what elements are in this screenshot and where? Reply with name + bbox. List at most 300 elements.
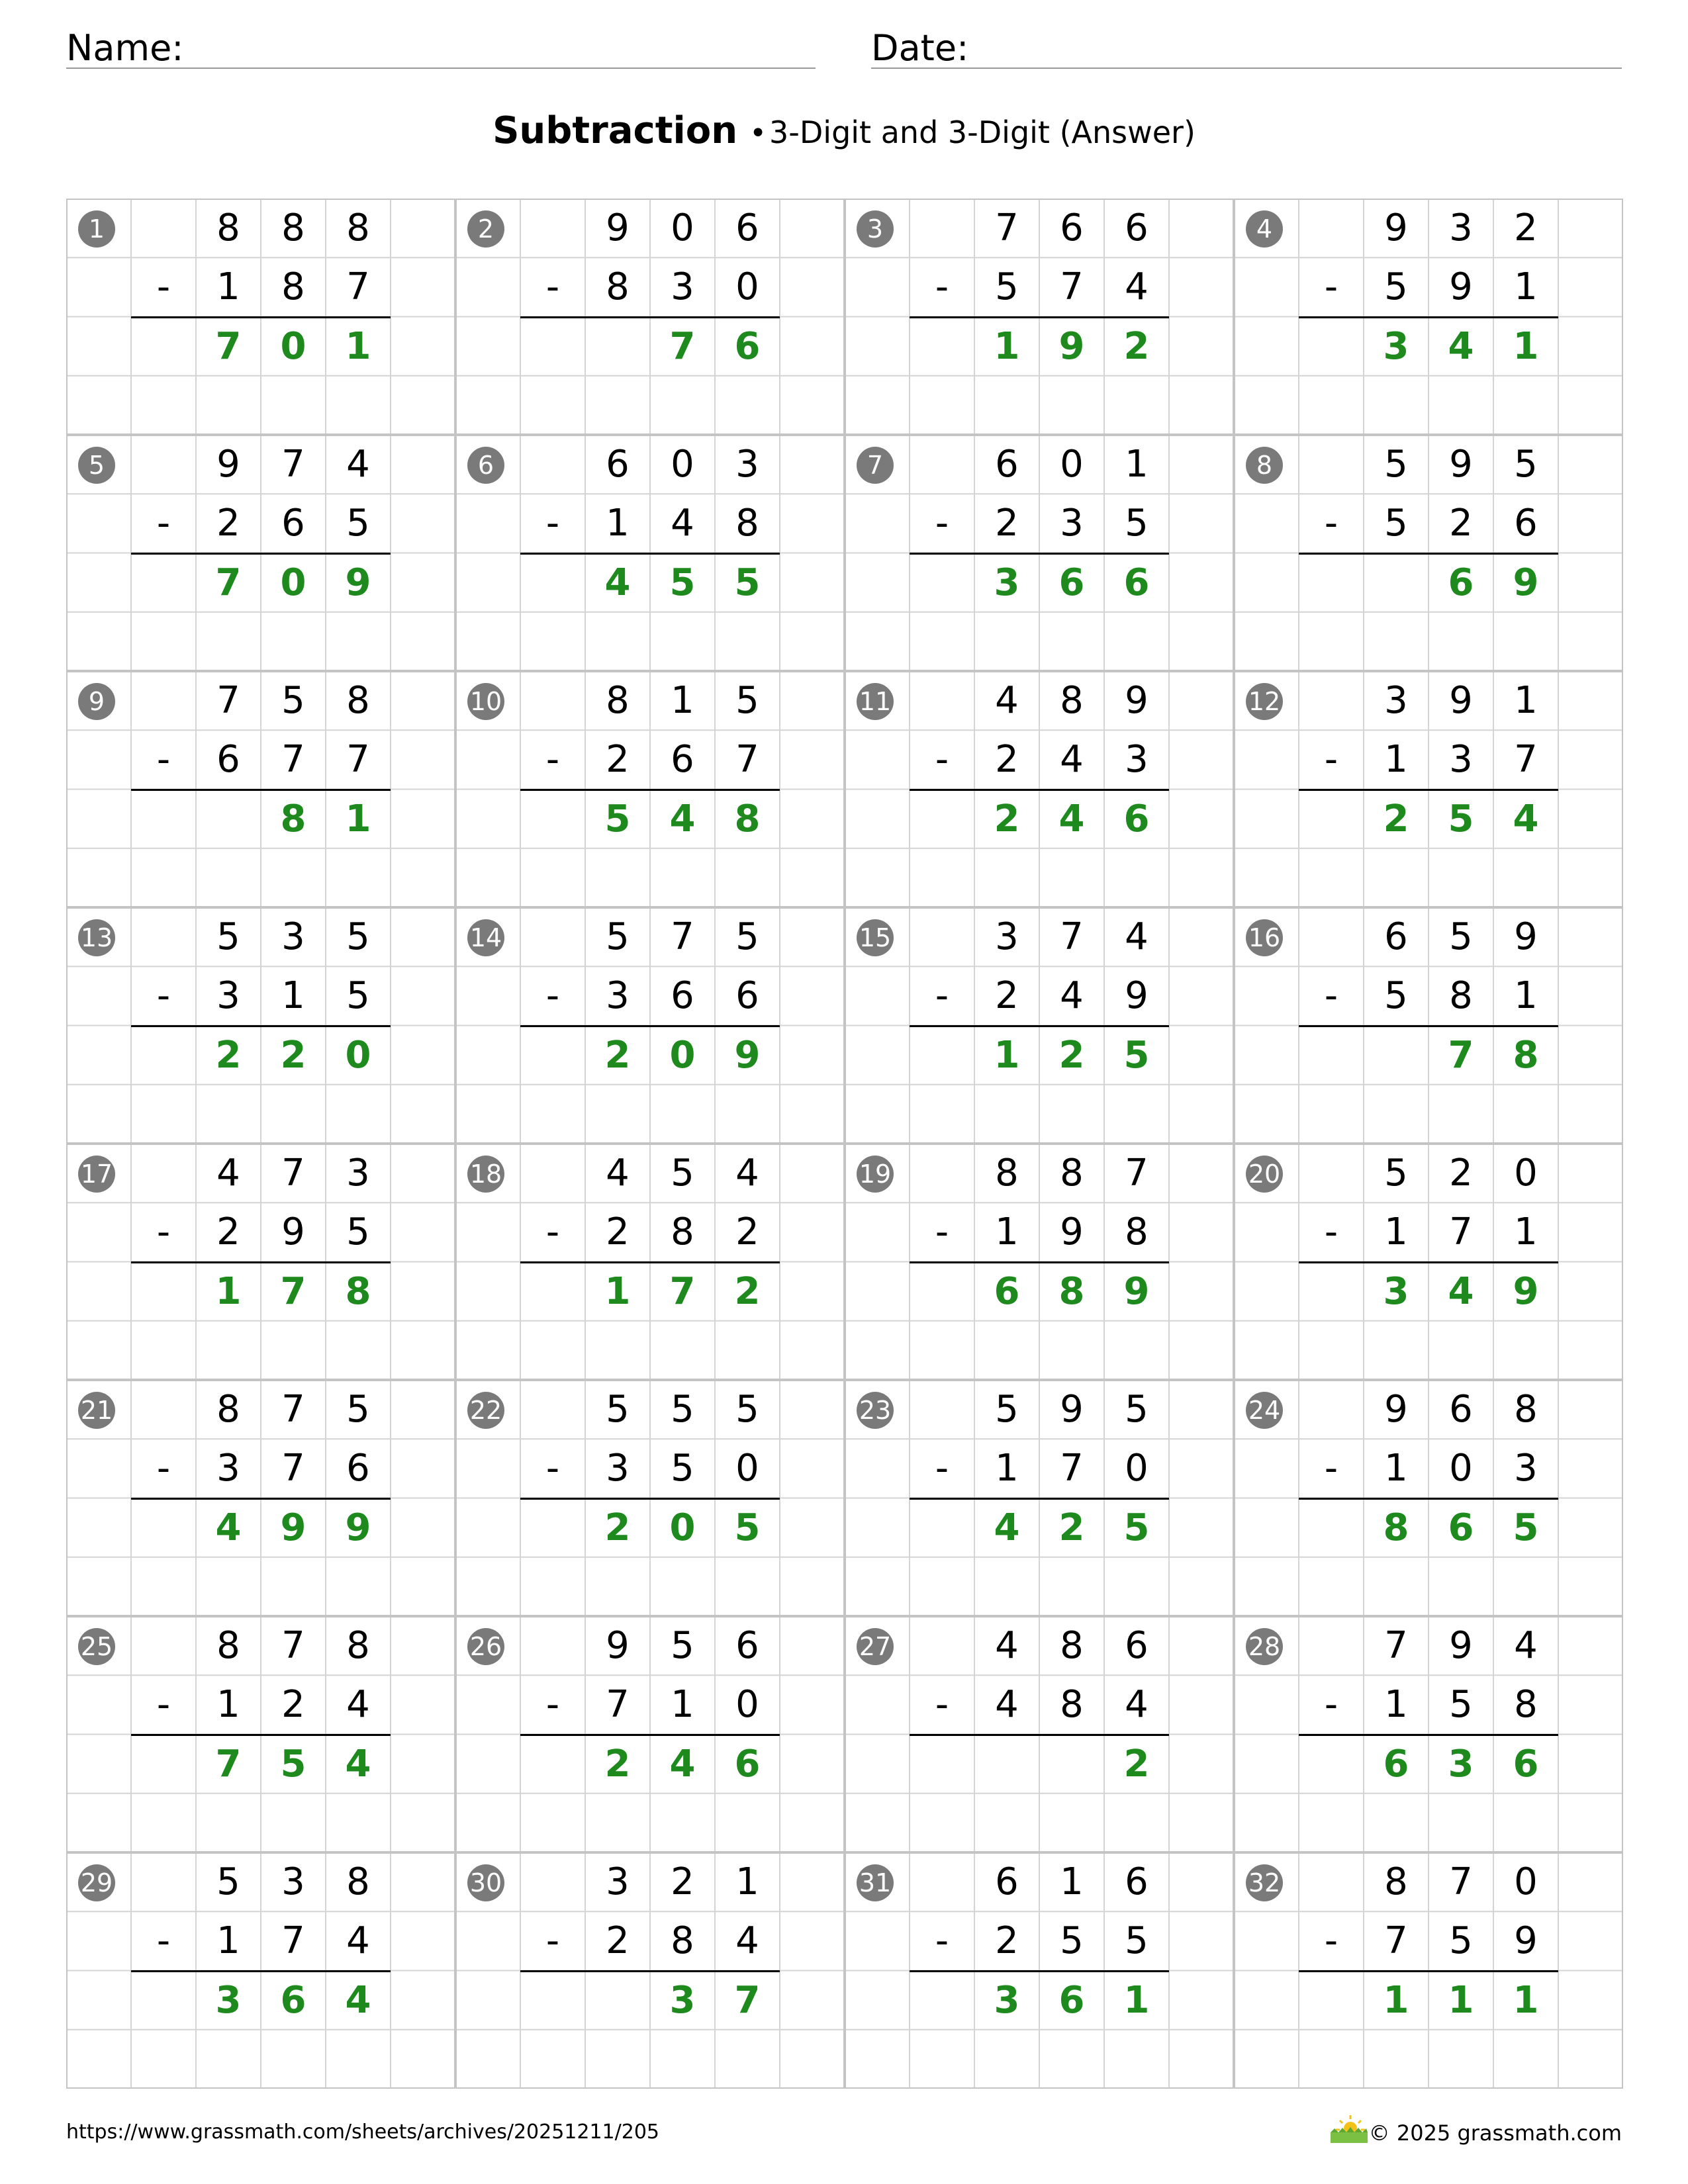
minus-sign: - xyxy=(545,1447,560,1490)
minuend-digit: 5 xyxy=(346,1388,370,1431)
subtrahend-digit: 5 xyxy=(346,502,370,545)
answer-digit: 6 xyxy=(1058,1978,1085,2022)
answer-digit: 9 xyxy=(1123,1269,1150,1313)
minuend-digit: 5 xyxy=(281,679,305,722)
answer-digit: 7 xyxy=(280,1269,306,1313)
subtrahend-digit: 1 xyxy=(1514,265,1538,309)
subtrahend-digit: 1 xyxy=(995,1447,1019,1490)
minuend-digit: 1 xyxy=(735,1860,759,1903)
minus-sign: - xyxy=(156,1210,171,1254)
minuend-digit: 5 xyxy=(1125,1388,1149,1431)
problem-number-badge: 31 xyxy=(857,1864,894,1901)
subtrahend-digit: 9 xyxy=(1449,265,1473,309)
problem xyxy=(1234,199,1623,435)
problem-number-badge: 11 xyxy=(857,683,894,720)
problem xyxy=(1234,907,1623,1144)
minuend-digit: 9 xyxy=(1060,1388,1084,1431)
name-label: Name: xyxy=(66,27,184,69)
problem-number-badge: 23 xyxy=(857,1392,894,1429)
subtrahend-digit: 5 xyxy=(1449,1919,1473,1963)
minus-sign: - xyxy=(545,738,560,782)
minuend-digit: 8 xyxy=(281,206,305,250)
subtrahend-digit: 9 xyxy=(1125,974,1149,1018)
minus-sign: - xyxy=(545,1210,560,1254)
name-field[interactable] xyxy=(66,20,816,69)
minuend-digit: 8 xyxy=(1060,1624,1084,1667)
subtrahend-digit: 4 xyxy=(735,1919,759,1963)
answer-digit: 2 xyxy=(604,1033,631,1077)
minus-sign: - xyxy=(1324,974,1338,1018)
subtrahend-digit: 0 xyxy=(735,265,759,309)
minuend-digit: 3 xyxy=(1449,206,1473,250)
answer-digit: 7 xyxy=(1448,1033,1474,1077)
answer-digit: 6 xyxy=(1513,1742,1539,1786)
minuend-digit: 6 xyxy=(1060,206,1084,250)
answer-digit: 3 xyxy=(1448,1742,1474,1786)
answer-digit: 0 xyxy=(669,1033,696,1077)
answer-rule xyxy=(131,1970,391,1972)
minuend-digit: 7 xyxy=(995,206,1019,250)
subtrahend-digit: 6 xyxy=(1514,502,1538,545)
subtrahend-digit: 1 xyxy=(1514,1210,1538,1254)
answer-digit: 5 xyxy=(280,1742,306,1786)
answer-digit: 3 xyxy=(1383,1269,1409,1313)
answer-digit: 3 xyxy=(669,1978,696,2022)
subtrahend-digit: 7 xyxy=(606,1683,630,1727)
answer-digit: 4 xyxy=(345,1978,371,2022)
problem-number-badge: 14 xyxy=(467,919,504,956)
minuend-digit: 6 xyxy=(1125,206,1149,250)
problem-number-badge: 21 xyxy=(78,1392,115,1429)
minuend-digit: 5 xyxy=(735,915,759,958)
answer-rule xyxy=(520,789,780,791)
answer-digit: 4 xyxy=(215,1506,242,1549)
subtrahend-digit: 8 xyxy=(1449,974,1473,1018)
problem xyxy=(845,1380,1234,1616)
minus-sign: - xyxy=(935,502,949,545)
minus-sign: - xyxy=(1324,1210,1338,1254)
subtrahend-digit: 7 xyxy=(1060,1447,1084,1490)
date-label: Date: xyxy=(871,27,969,69)
title-subtitle: 3-Digit and 3-Digit (Answer) xyxy=(769,114,1196,150)
minuend-digit: 7 xyxy=(281,1152,305,1195)
answer-rule xyxy=(910,1498,1169,1500)
answer-digit: 1 xyxy=(215,1269,242,1313)
subtrahend-digit: 4 xyxy=(995,1683,1019,1727)
title-separator: • xyxy=(749,116,767,150)
problem-number-badge: 13 xyxy=(78,919,115,956)
answer-digit: 2 xyxy=(280,1033,306,1077)
grass-sun-logo-icon xyxy=(1328,2113,1370,2144)
subtrahend-digit: 4 xyxy=(1125,1683,1149,1727)
answer-digit: 1 xyxy=(345,324,371,368)
minuend-digit: 2 xyxy=(1514,206,1538,250)
problem-number-badge: 6 xyxy=(467,447,504,484)
minuend-digit: 8 xyxy=(346,679,370,722)
subtrahend-digit: 6 xyxy=(671,974,694,1018)
problem-number-badge: 25 xyxy=(78,1628,115,1665)
minus-sign: - xyxy=(156,738,171,782)
answer-digit: 4 xyxy=(669,1742,696,1786)
subtrahend-digit: 4 xyxy=(346,1919,370,1963)
problem xyxy=(455,435,845,671)
answer-digit: 1 xyxy=(1513,1978,1539,2022)
problem-number-badge: 8 xyxy=(1246,447,1283,484)
minuend-digit: 9 xyxy=(1384,1388,1408,1431)
minuend-digit: 1 xyxy=(1060,1860,1084,1903)
subtrahend-digit: 2 xyxy=(735,1210,759,1254)
answer-digit: 0 xyxy=(280,324,306,368)
minus-sign: - xyxy=(156,502,171,545)
answer-digit: 6 xyxy=(734,324,761,368)
subtrahend-digit: 8 xyxy=(1514,1683,1538,1727)
problem xyxy=(455,199,845,435)
minuend-digit: 6 xyxy=(995,443,1019,486)
answer-digit: 7 xyxy=(734,1978,761,2022)
answer-rule xyxy=(1299,553,1558,555)
answer-rule xyxy=(1299,1970,1558,1972)
minus-sign: - xyxy=(1324,1683,1338,1727)
subtrahend-digit: 1 xyxy=(216,1683,240,1727)
answer-rule xyxy=(131,789,391,791)
problem-number-badge: 29 xyxy=(78,1864,115,1901)
subtrahend-digit: 7 xyxy=(1449,1210,1473,1254)
answer-digit: 3 xyxy=(994,561,1020,604)
minuend-digit: 5 xyxy=(735,679,759,722)
minuend-digit: 5 xyxy=(606,915,630,958)
answer-rule xyxy=(1299,316,1558,318)
minuend-digit: 0 xyxy=(1514,1152,1538,1195)
minuend-digit: 6 xyxy=(1125,1860,1149,1903)
minus-sign: - xyxy=(545,502,560,545)
worksheet-title xyxy=(0,109,1688,152)
date-field[interactable] xyxy=(871,20,1622,69)
problem xyxy=(66,1616,455,1852)
answer-digit: 9 xyxy=(734,1033,761,1077)
problem xyxy=(845,671,1234,907)
minus-sign: - xyxy=(935,1447,949,1490)
problem xyxy=(66,671,455,907)
subtrahend-digit: 3 xyxy=(606,974,630,1018)
subtrahend-digit: 7 xyxy=(735,738,759,782)
subtrahend-digit: 4 xyxy=(671,502,694,545)
answer-digit: 4 xyxy=(345,1742,371,1786)
answer-rule xyxy=(910,1261,1169,1263)
answer-digit: 6 xyxy=(1123,561,1150,604)
minuend-digit: 2 xyxy=(1449,1152,1473,1195)
subtrahend-digit: 2 xyxy=(606,738,630,782)
minuend-digit: 9 xyxy=(1449,443,1473,486)
minuend-digit: 5 xyxy=(995,1388,1019,1431)
subtrahend-digit: 5 xyxy=(1060,1919,1084,1963)
answer-digit: 2 xyxy=(1123,1742,1150,1786)
minuend-digit: 1 xyxy=(671,679,694,722)
problem xyxy=(1234,1616,1623,1852)
subtrahend-digit: 2 xyxy=(606,1919,630,1963)
answer-rule xyxy=(131,1261,391,1263)
problem xyxy=(455,1380,845,1616)
minuend-digit: 7 xyxy=(671,915,694,958)
answer-digit: 5 xyxy=(1123,1506,1150,1549)
minuend-digit: 8 xyxy=(346,1624,370,1667)
problem xyxy=(845,1144,1234,1380)
problem xyxy=(1234,1852,1623,2089)
problem xyxy=(66,1144,455,1380)
subtrahend-digit: 2 xyxy=(995,502,1019,545)
answer-digit: 5 xyxy=(734,561,761,604)
answer-rule xyxy=(520,1970,780,1972)
problem xyxy=(455,1616,845,1852)
answer-digit: 9 xyxy=(1058,324,1085,368)
problem xyxy=(1234,1380,1623,1616)
minuend-digit: 7 xyxy=(281,1624,305,1667)
answer-digit: 1 xyxy=(994,1033,1020,1077)
subtrahend-digit: 7 xyxy=(1060,265,1084,309)
subtrahend-digit: 5 xyxy=(346,974,370,1018)
minuend-digit: 6 xyxy=(995,1860,1019,1903)
problem xyxy=(845,907,1234,1144)
problem xyxy=(66,907,455,1144)
minuend-digit: 3 xyxy=(735,443,759,486)
problem-number-badge: 5 xyxy=(78,447,115,484)
minuend-digit: 0 xyxy=(671,206,694,250)
minuend-digit: 7 xyxy=(281,1388,305,1431)
problem-number-badge: 18 xyxy=(467,1156,504,1193)
minus-sign: - xyxy=(935,738,949,782)
minuend-digit: 9 xyxy=(606,206,630,250)
subtrahend-digit: 1 xyxy=(1384,1447,1408,1490)
subtrahend-digit: 1 xyxy=(671,1683,694,1727)
subtrahend-digit: 2 xyxy=(216,502,240,545)
subtrahend-digit: 3 xyxy=(216,1447,240,1490)
problem xyxy=(845,199,1234,435)
minus-sign: - xyxy=(545,1919,560,1963)
answer-digit: 1 xyxy=(994,324,1020,368)
subtrahend-digit: 9 xyxy=(281,1210,305,1254)
problem xyxy=(455,1852,845,2089)
title-main: Subtraction xyxy=(492,109,738,152)
minuend-digit: 5 xyxy=(606,1388,630,1431)
answer-digit: 0 xyxy=(280,561,306,604)
minuend-digit: 1 xyxy=(1514,679,1538,722)
subtrahend-digit: 7 xyxy=(281,1919,305,1963)
subtrahend-digit: 5 xyxy=(671,1447,694,1490)
problem-number-badge: 27 xyxy=(857,1628,894,1665)
minuend-digit: 5 xyxy=(1514,443,1538,486)
subtrahend-digit: 7 xyxy=(346,265,370,309)
subtrahend-digit: 2 xyxy=(995,1919,1019,1963)
answer-digit: 6 xyxy=(1123,797,1150,841)
subtrahend-digit: 3 xyxy=(216,974,240,1018)
minus-sign: - xyxy=(935,265,949,309)
answer-digit: 3 xyxy=(1383,324,1409,368)
problem xyxy=(845,1852,1234,2089)
problem-number-badge: 15 xyxy=(857,919,894,956)
problem xyxy=(845,435,1234,671)
minuend-digit: 3 xyxy=(281,915,305,958)
problem-number-badge: 30 xyxy=(467,1864,504,1901)
problem-number-badge: 17 xyxy=(78,1156,115,1193)
problem xyxy=(455,1144,845,1380)
subtrahend-digit: 1 xyxy=(281,974,305,1018)
minuend-digit: 9 xyxy=(606,1624,630,1667)
problem xyxy=(455,671,845,907)
minuend-digit: 6 xyxy=(1384,915,1408,958)
minuend-digit: 6 xyxy=(735,206,759,250)
subtrahend-digit: 0 xyxy=(1449,1447,1473,1490)
minuend-digit: 9 xyxy=(1125,679,1149,722)
subtrahend-digit: 0 xyxy=(735,1447,759,1490)
answer-digit: 0 xyxy=(345,1033,371,1077)
answer-digit: 9 xyxy=(280,1506,306,1549)
answer-digit: 7 xyxy=(215,324,242,368)
answer-rule xyxy=(131,1734,391,1736)
subtrahend-digit: 5 xyxy=(1384,974,1408,1018)
subtrahend-digit: 7 xyxy=(1514,738,1538,782)
minuend-digit: 7 xyxy=(281,443,305,486)
subtrahend-digit: 0 xyxy=(1125,1447,1149,1490)
subtrahend-digit: 3 xyxy=(1060,502,1084,545)
problem xyxy=(1234,671,1623,907)
minuend-digit: 5 xyxy=(671,1388,694,1431)
subtrahend-digit: 2 xyxy=(281,1683,305,1727)
answer-digit: 4 xyxy=(1513,797,1539,841)
answer-digit: 8 xyxy=(345,1269,371,1313)
subtrahend-digit: 8 xyxy=(671,1210,694,1254)
minuend-digit: 4 xyxy=(995,679,1019,722)
answer-digit: 2 xyxy=(994,797,1020,841)
answer-rule xyxy=(131,553,391,555)
minuend-digit: 7 xyxy=(1125,1152,1149,1195)
answer-rule xyxy=(131,316,391,318)
subtrahend-digit: 4 xyxy=(1125,265,1149,309)
subtrahend-digit: 4 xyxy=(346,1683,370,1727)
answer-digit: 6 xyxy=(1058,561,1085,604)
minus-sign: - xyxy=(156,1919,171,1963)
minuend-digit: 0 xyxy=(1060,443,1084,486)
answer-digit: 8 xyxy=(1513,1033,1539,1077)
answer-digit: 8 xyxy=(1058,1269,1085,1313)
problem xyxy=(1234,435,1623,671)
answer-digit: 2 xyxy=(1058,1033,1085,1077)
problem xyxy=(845,1616,1234,1852)
minuend-digit: 9 xyxy=(1449,679,1473,722)
subtrahend-digit: 3 xyxy=(1125,738,1149,782)
minuend-digit: 3 xyxy=(995,915,1019,958)
minus-sign: - xyxy=(1324,502,1338,545)
problem-number-badge: 7 xyxy=(857,447,894,484)
answer-rule xyxy=(1299,1025,1558,1027)
subtrahend-digit: 9 xyxy=(1060,1210,1084,1254)
minuend-digit: 3 xyxy=(606,1860,630,1903)
problem-number-badge: 28 xyxy=(1246,1628,1283,1665)
minuend-digit: 0 xyxy=(1514,1860,1538,1903)
minuend-digit: 3 xyxy=(281,1860,305,1903)
answer-rule xyxy=(520,1498,780,1500)
answer-rule xyxy=(910,1970,1169,1972)
subtrahend-digit: 3 xyxy=(606,1447,630,1490)
answer-digit: 2 xyxy=(604,1506,631,1549)
minuend-digit: 7 xyxy=(216,679,240,722)
minuend-digit: 5 xyxy=(671,1624,694,1667)
minuend-digit: 7 xyxy=(1060,915,1084,958)
subtrahend-digit: 5 xyxy=(995,265,1019,309)
problem-number-badge: 22 xyxy=(467,1392,504,1429)
subtrahend-digit: 5 xyxy=(346,1210,370,1254)
minus-sign: - xyxy=(156,974,171,1018)
minuend-digit: 0 xyxy=(671,443,694,486)
minuend-digit: 4 xyxy=(1514,1624,1538,1667)
answer-rule xyxy=(910,1025,1169,1027)
problem-number-badge: 19 xyxy=(857,1156,894,1193)
answer-digit: 1 xyxy=(345,797,371,841)
minus-sign: - xyxy=(1324,1919,1338,1963)
answer-digit: 2 xyxy=(215,1033,242,1077)
answer-digit: 8 xyxy=(734,797,761,841)
subtrahend-digit: 1 xyxy=(995,1210,1019,1254)
minus-sign: - xyxy=(545,974,560,1018)
minuend-digit: 5 xyxy=(216,1860,240,1903)
subtrahend-digit: 6 xyxy=(281,502,305,545)
minuend-digit: 6 xyxy=(1449,1388,1473,1431)
minuend-digit: 8 xyxy=(1514,1388,1538,1431)
subtrahend-digit: 2 xyxy=(995,738,1019,782)
answer-digit: 9 xyxy=(1513,561,1539,604)
minus-sign: - xyxy=(156,1683,171,1727)
problem xyxy=(66,435,455,671)
answer-digit: 4 xyxy=(604,561,631,604)
answer-digit: 5 xyxy=(1448,797,1474,841)
minuend-digit: 8 xyxy=(346,206,370,250)
answer-rule xyxy=(520,1734,780,1736)
subtrahend-digit: 5 xyxy=(1125,502,1149,545)
minuend-digit: 1 xyxy=(1125,443,1149,486)
subtrahend-digit: 1 xyxy=(1384,738,1408,782)
minuend-digit: 8 xyxy=(1384,1860,1408,1903)
answer-digit: 4 xyxy=(1058,797,1085,841)
minuend-digit: 4 xyxy=(346,443,370,486)
subtrahend-digit: 6 xyxy=(346,1447,370,1490)
answer-digit: 3 xyxy=(994,1978,1020,2022)
minus-sign: - xyxy=(1324,265,1338,309)
minuend-digit: 7 xyxy=(1384,1624,1408,1667)
subtrahend-digit: 7 xyxy=(281,738,305,782)
subtrahend-digit: 6 xyxy=(216,738,240,782)
problem-number-badge: 9 xyxy=(78,683,115,720)
minuend-digit: 5 xyxy=(216,915,240,958)
minuend-digit: 9 xyxy=(1514,915,1538,958)
minuend-digit: 3 xyxy=(1384,679,1408,722)
problem-number-badge: 10 xyxy=(467,683,504,720)
answer-rule xyxy=(910,553,1169,555)
subtrahend-digit: 5 xyxy=(1384,502,1408,545)
answer-digit: 7 xyxy=(669,1269,696,1313)
subtrahend-digit: 1 xyxy=(1384,1210,1408,1254)
minuend-digit: 7 xyxy=(1449,1860,1473,1903)
answer-digit: 9 xyxy=(345,561,371,604)
minuend-digit: 5 xyxy=(671,1152,694,1195)
problem-number-badge: 20 xyxy=(1246,1156,1283,1193)
footer-url: https://www.grassmath.com/sheets/archives/20251211/205 xyxy=(66,2120,660,2144)
answer-digit: 2 xyxy=(604,1742,631,1786)
subtrahend-digit: 7 xyxy=(346,738,370,782)
answer-digit: 6 xyxy=(994,1269,1020,1313)
minus-sign: - xyxy=(545,1683,560,1727)
minuend-digit: 5 xyxy=(735,1388,759,1431)
subtrahend-digit: 5 xyxy=(1384,265,1408,309)
subtrahend-digit: 2 xyxy=(1449,502,1473,545)
minuend-digit: 4 xyxy=(735,1152,759,1195)
